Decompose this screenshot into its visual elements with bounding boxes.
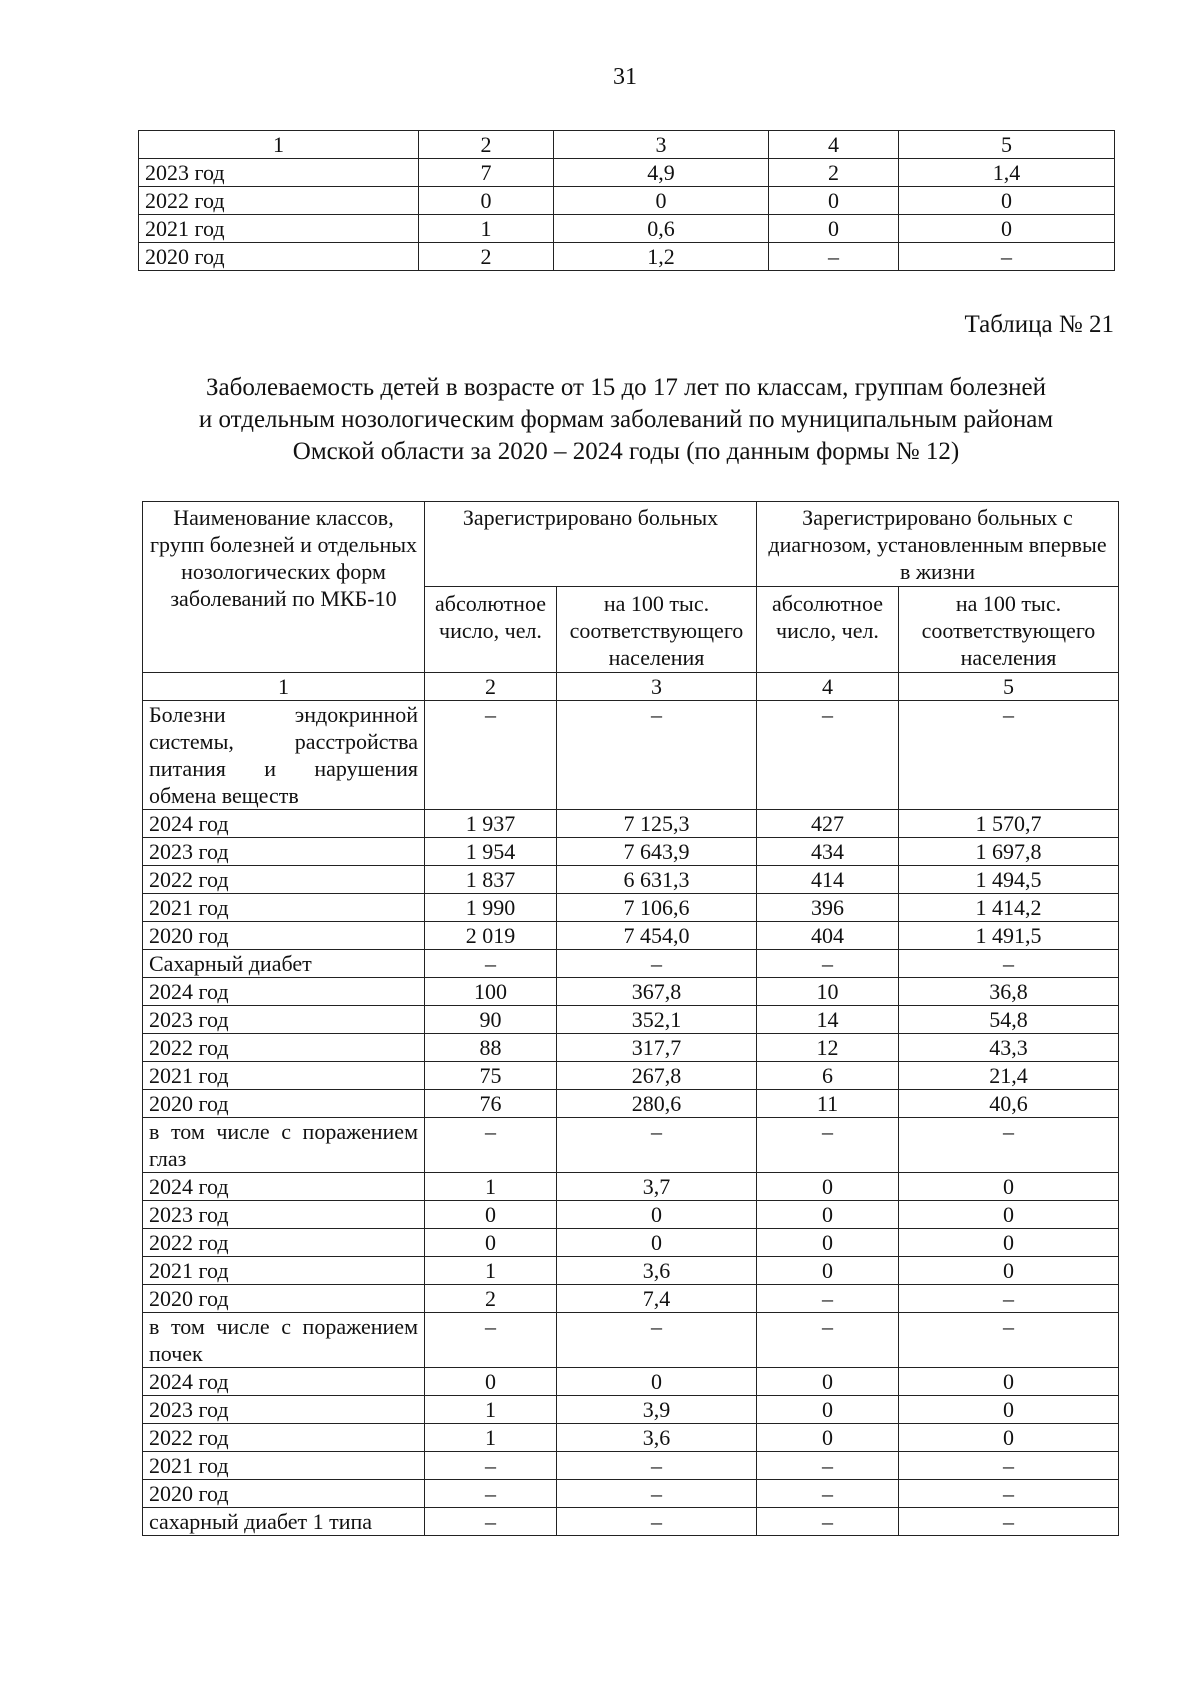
table-cell: 0 (757, 1173, 899, 1201)
table-row (139, 215, 1115, 243)
table-cell: 352,1 (557, 1006, 757, 1034)
row-label: 2023 год (143, 1201, 425, 1229)
table-cell: – (899, 243, 1115, 271)
table-cell: 7,4 (557, 1285, 757, 1313)
table-cell: – (425, 701, 557, 810)
table-cell: 1,2 (554, 243, 769, 271)
table-cell: 0 (899, 215, 1115, 243)
table-cell: 0 (757, 1201, 899, 1229)
table-cell: – (557, 1118, 757, 1173)
table-title-line: Омской области за 2020 – 2024 годы (по данным формы № 12) (292, 438, 960, 465)
row-label: 2022 год (139, 187, 419, 215)
table-cell: 6 631,3 (557, 866, 757, 894)
row-label: 2024 год (143, 978, 425, 1006)
table-cell: – (899, 1285, 1119, 1313)
table-row (143, 922, 1119, 950)
column-number: 3 (557, 673, 757, 701)
table-cell: 0 (899, 187, 1115, 215)
header-first-time: Зарегистрировано больных с диагнозом, установленным впервые в жизни (757, 502, 1119, 587)
table-cell: 3,9 (557, 1396, 757, 1424)
table-cell: 54,8 (899, 1006, 1119, 1034)
table-cell: 1 491,5 (899, 922, 1119, 950)
table-cell: 10 (757, 978, 899, 1006)
table-cell: – (557, 1480, 757, 1508)
table-cell: – (757, 1313, 899, 1368)
row-label: сахарный диабет 1 типа (143, 1508, 425, 1536)
table-cell: 2 (769, 159, 899, 187)
table-cell: 75 (425, 1062, 557, 1090)
row-label: 2020 год (143, 1285, 425, 1313)
table-title-line: и отдельным нозологическим формам заболеваний по муниципальным районам (198, 406, 1054, 433)
row-label: 2023 год (143, 1006, 425, 1034)
row-label: 2024 год (143, 1173, 425, 1201)
table-row (143, 1285, 1119, 1313)
table-cell: 7 106,6 (557, 894, 757, 922)
table-cell: 0 (899, 1257, 1119, 1285)
header-registered: Зарегистрировано больных (425, 502, 757, 587)
table-cell: 40,6 (899, 1090, 1119, 1118)
table-row (143, 1006, 1119, 1034)
column-number: 2 (419, 131, 554, 159)
table-cell: 3,6 (557, 1424, 757, 1452)
row-label: 2021 год (143, 1257, 425, 1285)
table-cell: – (557, 1313, 757, 1368)
table-cell: 1 937 (425, 810, 557, 838)
table-row (143, 1480, 1119, 1508)
header-abs-registered: абсолютное число, чел. (425, 587, 557, 673)
table-cell: 88 (425, 1034, 557, 1062)
table-cell: 7 643,9 (557, 838, 757, 866)
row-label: в том числе с поражением почек (143, 1313, 425, 1368)
table-cell: 7 (419, 159, 554, 187)
table-cell: 280,6 (557, 1090, 757, 1118)
table-cell: 0 (425, 1229, 557, 1257)
table-title (130, 372, 1122, 468)
row-label: 2022 год (143, 866, 425, 894)
table-row (143, 894, 1119, 922)
table-cell: – (425, 950, 557, 978)
table-cell: 7 125,3 (557, 810, 757, 838)
table-cell: 267,8 (557, 1062, 757, 1090)
table-row (139, 187, 1115, 215)
table-cell: – (757, 1508, 899, 1536)
table-cell: 2 019 (425, 922, 557, 950)
table-row (143, 1257, 1119, 1285)
table-row (143, 866, 1119, 894)
table-cell: 0 (425, 1201, 557, 1229)
row-label: 2020 год (143, 1090, 425, 1118)
table-cell: 11 (757, 1090, 899, 1118)
table-cell: – (899, 1480, 1119, 1508)
table-cell: – (899, 1118, 1119, 1173)
morbidity-table (142, 501, 1119, 1536)
header-per100k-registered: на 100 тыс. соответствующего населения (557, 587, 757, 673)
table-cell: 0 (769, 215, 899, 243)
table-cell: – (899, 1452, 1119, 1480)
table-cell: 1 697,8 (899, 838, 1119, 866)
table-row (143, 1424, 1119, 1452)
table-cell: 90 (425, 1006, 557, 1034)
table-cell: – (425, 1480, 557, 1508)
table-cell: – (757, 1480, 899, 1508)
table-cell: – (557, 950, 757, 978)
table-row (139, 243, 1115, 271)
table-cell: 1 (419, 215, 554, 243)
table-cell: 0 (557, 1201, 757, 1229)
table-cell: 0 (899, 1424, 1119, 1452)
table-cell: 1 (425, 1396, 557, 1424)
table-cell: 0 (419, 187, 554, 215)
column-number: 4 (757, 673, 899, 701)
table-cell: 0 (757, 1257, 899, 1285)
table-row (143, 1396, 1119, 1424)
table-cell: – (557, 1452, 757, 1480)
table-cell: 0 (899, 1173, 1119, 1201)
row-label: 2024 год (143, 810, 425, 838)
table-cell: – (769, 243, 899, 271)
table-cell: 1,4 (899, 159, 1115, 187)
table-title-line: Заболеваемость детей в возрасте от 15 до 17 лет по классам, группам болезней (205, 374, 1047, 401)
table-cell: 1 (425, 1424, 557, 1452)
table-cell: 0 (557, 1229, 757, 1257)
table-row (143, 1313, 1119, 1368)
table-cell: 0 (899, 1368, 1119, 1396)
table-cell: – (899, 701, 1119, 810)
table-cell: 0 (757, 1229, 899, 1257)
table-cell: – (757, 1118, 899, 1173)
column-number: 2 (425, 673, 557, 701)
table-cell: 2 (425, 1285, 557, 1313)
row-label: 2020 год (139, 243, 419, 271)
table-cell: – (757, 1285, 899, 1313)
table-cell: 2 (419, 243, 554, 271)
table-cell: 0 (899, 1396, 1119, 1424)
table-cell: 317,7 (557, 1034, 757, 1062)
row-label: Болезни эндокринной системы, расстройства питания и нарушения обмена веществ (143, 701, 425, 810)
table-cell: 404 (757, 922, 899, 950)
table-cell: 0 (757, 1368, 899, 1396)
table-cell: 1 (425, 1257, 557, 1285)
row-label: 2023 год (143, 1396, 425, 1424)
table-cell: 3,7 (557, 1173, 757, 1201)
table-row (143, 1368, 1119, 1396)
table-cell: 434 (757, 838, 899, 866)
table-cell: 1 954 (425, 838, 557, 866)
table-cell: – (757, 950, 899, 978)
row-label: 2020 год (143, 1480, 425, 1508)
column-number: 5 (899, 131, 1115, 159)
table-row (143, 1090, 1119, 1118)
table-cell: 0 (554, 187, 769, 215)
table-cell: 0,6 (554, 215, 769, 243)
row-label: 2020 год (143, 922, 425, 950)
table-row (143, 1062, 1119, 1090)
row-label: 2023 год (139, 159, 419, 187)
table-cell: 6 (757, 1062, 899, 1090)
table-cell: 100 (425, 978, 557, 1006)
continued-table (138, 130, 1115, 271)
column-number: 1 (139, 131, 419, 159)
row-label: 2022 год (143, 1034, 425, 1062)
header-abs-first-time: абсолютное число, чел. (757, 587, 899, 673)
column-number: 3 (554, 131, 769, 159)
table-cell: 0 (757, 1396, 899, 1424)
table-cell: 0 (769, 187, 899, 215)
column-number: 4 (769, 131, 899, 159)
table-cell: 1 414,2 (899, 894, 1119, 922)
table-cell: 36,8 (899, 978, 1119, 1006)
table-cell: 396 (757, 894, 899, 922)
column-number: 5 (899, 673, 1119, 701)
row-label: 2023 год (143, 838, 425, 866)
table-cell: – (899, 1508, 1119, 1536)
table-cell: 0 (557, 1368, 757, 1396)
table-cell: 1 570,7 (899, 810, 1119, 838)
table-cell: – (557, 1508, 757, 1536)
header-disease-class: Наименование классов, групп болезней и отдельных нозологических форм заболеваний по МКБ-10 (143, 502, 425, 673)
table-row (143, 1034, 1119, 1062)
table-cell: 0 (899, 1229, 1119, 1257)
table-cell: – (425, 1452, 557, 1480)
table-cell: – (425, 1118, 557, 1173)
table-cell: 367,8 (557, 978, 757, 1006)
table-cell: 14 (757, 1006, 899, 1034)
table-row (143, 1118, 1119, 1173)
table-number: Таблица № 21 (964, 311, 1114, 338)
table-cell: 7 454,0 (557, 922, 757, 950)
table-cell: – (899, 950, 1119, 978)
table-cell: – (557, 701, 757, 810)
table-row (143, 1229, 1119, 1257)
column-number: 1 (143, 673, 425, 701)
table-cell: 0 (899, 1201, 1119, 1229)
table-row (143, 1452, 1119, 1480)
row-label: 2022 год (143, 1229, 425, 1257)
row-label: 2021 год (139, 215, 419, 243)
table-row (143, 810, 1119, 838)
table-cell: 1 (425, 1173, 557, 1201)
table-cell: – (425, 1313, 557, 1368)
row-label: 2021 год (143, 1062, 425, 1090)
header-per100k-first-time: на 100 тыс. соответствующего населения (899, 587, 1119, 673)
table-row (143, 1508, 1119, 1536)
table-row (143, 1173, 1119, 1201)
table-row (143, 978, 1119, 1006)
table-cell: 1 990 (425, 894, 557, 922)
table-cell: 12 (757, 1034, 899, 1062)
table-cell: 1 837 (425, 866, 557, 894)
row-label: Сахарный диабет (143, 950, 425, 978)
table-row (143, 701, 1119, 810)
table-row (143, 950, 1119, 978)
row-label: 2021 год (143, 1452, 425, 1480)
table-cell: 427 (757, 810, 899, 838)
table-cell: 1 494,5 (899, 866, 1119, 894)
table-cell: 4,9 (554, 159, 769, 187)
table-cell: 21,4 (899, 1062, 1119, 1090)
row-label: в том числе с поражением глаз (143, 1118, 425, 1173)
table-row (139, 159, 1115, 187)
page-number: 31 (613, 64, 637, 90)
table-cell: – (899, 1313, 1119, 1368)
row-label: 2024 год (143, 1368, 425, 1396)
row-label: 2021 год (143, 894, 425, 922)
table-cell: 0 (757, 1424, 899, 1452)
row-label: 2022 год (143, 1424, 425, 1452)
table-cell: 43,3 (899, 1034, 1119, 1062)
table-row (143, 838, 1119, 866)
table-cell: – (757, 701, 899, 810)
table-row (143, 1201, 1119, 1229)
table-cell: – (425, 1508, 557, 1536)
table-cell: 76 (425, 1090, 557, 1118)
table-row (139, 131, 1115, 159)
table-cell: 0 (425, 1368, 557, 1396)
table-cell: 3,6 (557, 1257, 757, 1285)
table-cell: 414 (757, 866, 899, 894)
table-cell: – (757, 1452, 899, 1480)
